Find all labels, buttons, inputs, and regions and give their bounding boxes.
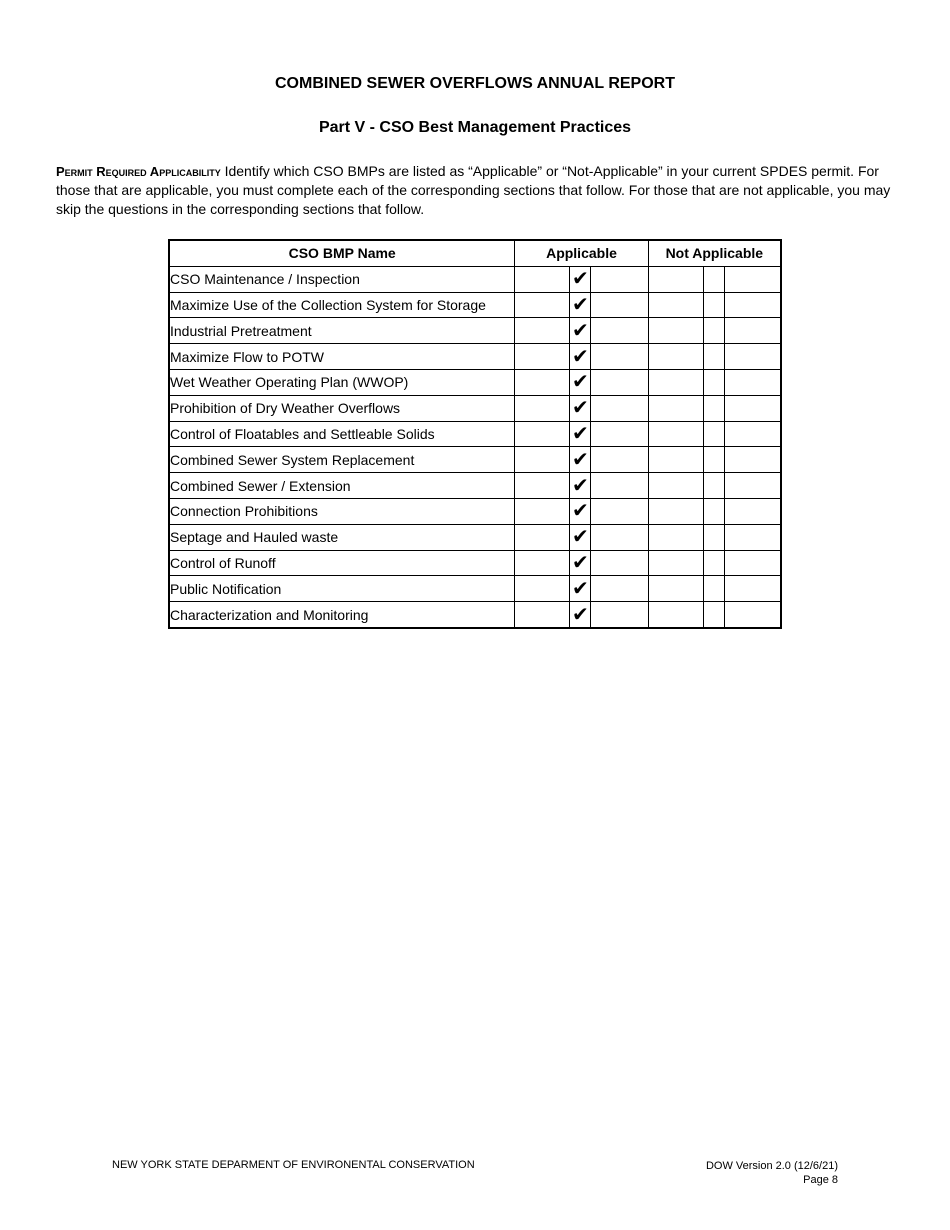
table-row xyxy=(169,369,781,395)
not-applicable-cell xyxy=(648,447,781,473)
applicable-cell xyxy=(515,447,648,473)
table-header-row xyxy=(169,240,781,266)
footer-version: DOW Version 2.0 (12/6/21) xyxy=(705,1160,838,1172)
table-row xyxy=(169,473,781,499)
table-row xyxy=(169,395,781,421)
checkmark-icon: ✔ xyxy=(571,577,589,600)
applicable-checkbox[interactable] xyxy=(569,267,591,292)
not-applicable-cell xyxy=(648,292,781,318)
not-applicable-checkbox[interactable] xyxy=(703,576,725,601)
checkmark-icon: ✔ xyxy=(571,551,589,574)
bmp-name: Connection Prohibitions xyxy=(169,498,515,524)
applicable-cell xyxy=(515,344,648,370)
intro-paragraph xyxy=(56,162,896,219)
not-applicable-checkbox[interactable] xyxy=(703,396,725,421)
applicable-checkbox[interactable] xyxy=(569,602,591,627)
checkmark-icon: ✔ xyxy=(571,397,589,420)
applicable-cell xyxy=(515,498,648,524)
not-applicable-cell xyxy=(648,369,781,395)
not-applicable-cell xyxy=(648,498,781,524)
bmp-name: Maximize Use of the Collection System for Storage xyxy=(169,292,515,318)
bmp-name: Public Notification xyxy=(169,576,515,602)
not-applicable-cell xyxy=(648,576,781,602)
not-applicable-checkbox[interactable] xyxy=(703,602,725,627)
bmp-name: Prohibition of Dry Weather Overflows xyxy=(169,395,515,421)
applicable-checkbox[interactable] xyxy=(569,422,591,447)
table-body xyxy=(169,266,781,628)
checkmark-icon: ✔ xyxy=(571,603,589,626)
table-row xyxy=(169,266,781,292)
applicable-checkbox[interactable] xyxy=(569,396,591,421)
not-applicable-checkbox[interactable] xyxy=(703,370,725,395)
checkmark-icon: ✔ xyxy=(571,500,589,523)
applicable-checkbox[interactable] xyxy=(569,447,591,472)
checkmark-icon: ✔ xyxy=(571,345,589,368)
applicable-checkbox[interactable] xyxy=(569,293,591,318)
applicable-cell xyxy=(515,292,648,318)
not-applicable-checkbox[interactable] xyxy=(703,499,725,524)
not-applicable-checkbox[interactable] xyxy=(703,293,725,318)
header-bmp-name: CSO BMP Name xyxy=(169,240,515,266)
applicable-cell xyxy=(515,524,648,550)
bmp-name: Control of Floatables and Settleable Solids xyxy=(169,421,515,447)
bmp-name: Septage and Hauled waste xyxy=(169,524,515,550)
table-row xyxy=(169,421,781,447)
table-row xyxy=(169,318,781,344)
not-applicable-cell xyxy=(648,421,781,447)
checkmark-icon: ✔ xyxy=(571,371,589,394)
applicable-cell xyxy=(515,266,648,292)
not-applicable-cell xyxy=(648,550,781,576)
not-applicable-cell xyxy=(648,473,781,499)
header-applicable: Applicable xyxy=(515,240,648,266)
applicable-cell xyxy=(515,369,648,395)
not-applicable-checkbox[interactable] xyxy=(703,551,725,576)
bmp-name: Industrial Pretreatment xyxy=(169,318,515,344)
applicable-checkbox[interactable] xyxy=(569,499,591,524)
applicable-cell xyxy=(515,318,648,344)
bmp-name: CSO Maintenance / Inspection xyxy=(169,266,515,292)
intro-text: Identify which CSO BMPs are listed as “Applicable” or “Not-Applicable” in your current SPDES permit. For those that are applicable, you must complete each of the corresponding sections that follow. For those that are not applicable, you may skip the questions in the corresponding sections that follow. xyxy=(56,163,891,217)
checkmark-icon: ✔ xyxy=(571,474,589,497)
applicable-cell xyxy=(515,576,648,602)
bmp-name: Characterization and Monitoring xyxy=(169,602,515,628)
bmp-name: Control of Runoff xyxy=(169,550,515,576)
table-row xyxy=(169,576,781,602)
applicable-checkbox[interactable] xyxy=(569,576,591,601)
bmp-name: Combined Sewer / Extension xyxy=(169,473,515,499)
applicable-cell xyxy=(515,602,648,628)
checkmark-icon: ✔ xyxy=(571,319,589,342)
not-applicable-checkbox[interactable] xyxy=(703,344,725,369)
applicable-checkbox[interactable] xyxy=(569,551,591,576)
applicable-checkbox[interactable] xyxy=(569,525,591,550)
applicable-checkbox[interactable] xyxy=(569,344,591,369)
not-applicable-checkbox[interactable] xyxy=(703,267,725,292)
applicable-cell xyxy=(515,421,648,447)
section-title: Part V - CSO Best Management Practices xyxy=(318,119,632,136)
bmp-name: Combined Sewer System Replacement xyxy=(169,447,515,473)
table-row xyxy=(169,550,781,576)
not-applicable-checkbox[interactable] xyxy=(703,525,725,550)
not-applicable-cell xyxy=(648,524,781,550)
bmp-name: Maximize Flow to POTW xyxy=(169,344,515,370)
bmp-table xyxy=(168,239,782,629)
footer-info xyxy=(706,1159,838,1187)
applicable-checkbox[interactable] xyxy=(569,318,591,343)
intro-lead: Permit Required Applicability xyxy=(56,164,221,179)
checkmark-icon: ✔ xyxy=(571,448,589,471)
bmp-name: Wet Weather Operating Plan (WWOP) xyxy=(169,369,515,395)
table-row xyxy=(169,292,781,318)
applicable-checkbox[interactable] xyxy=(569,473,591,498)
not-applicable-checkbox[interactable] xyxy=(703,318,725,343)
not-applicable-checkbox[interactable] xyxy=(703,473,725,498)
table-row xyxy=(169,447,781,473)
not-applicable-checkbox[interactable] xyxy=(703,422,725,447)
checkmark-icon: ✔ xyxy=(571,526,589,549)
checkmark-icon: ✔ xyxy=(571,422,589,445)
checkmark-icon: ✔ xyxy=(571,293,589,316)
table-row xyxy=(169,498,781,524)
footer-agency: NEW YORK STATE DEPARMENT OF ENVIRONENTAL CONSERVATION xyxy=(112,1159,475,1171)
footer-page-number: Page 8 xyxy=(803,1174,838,1186)
not-applicable-cell xyxy=(648,344,781,370)
applicable-cell xyxy=(515,550,648,576)
table-row xyxy=(169,344,781,370)
not-applicable-cell xyxy=(648,266,781,292)
table-row xyxy=(169,602,781,628)
applicable-checkbox[interactable] xyxy=(569,370,591,395)
header-not-applicable: Not Applicable xyxy=(648,240,781,266)
applicable-cell xyxy=(515,395,648,421)
not-applicable-cell xyxy=(648,602,781,628)
applicable-cell xyxy=(515,473,648,499)
not-applicable-checkbox[interactable] xyxy=(703,447,725,472)
checkmark-icon: ✔ xyxy=(571,268,589,291)
table-row xyxy=(169,524,781,550)
not-applicable-cell xyxy=(648,318,781,344)
document-title: COMBINED SEWER OVERFLOWS ANNUAL REPORT xyxy=(274,75,675,92)
not-applicable-cell xyxy=(648,395,781,421)
